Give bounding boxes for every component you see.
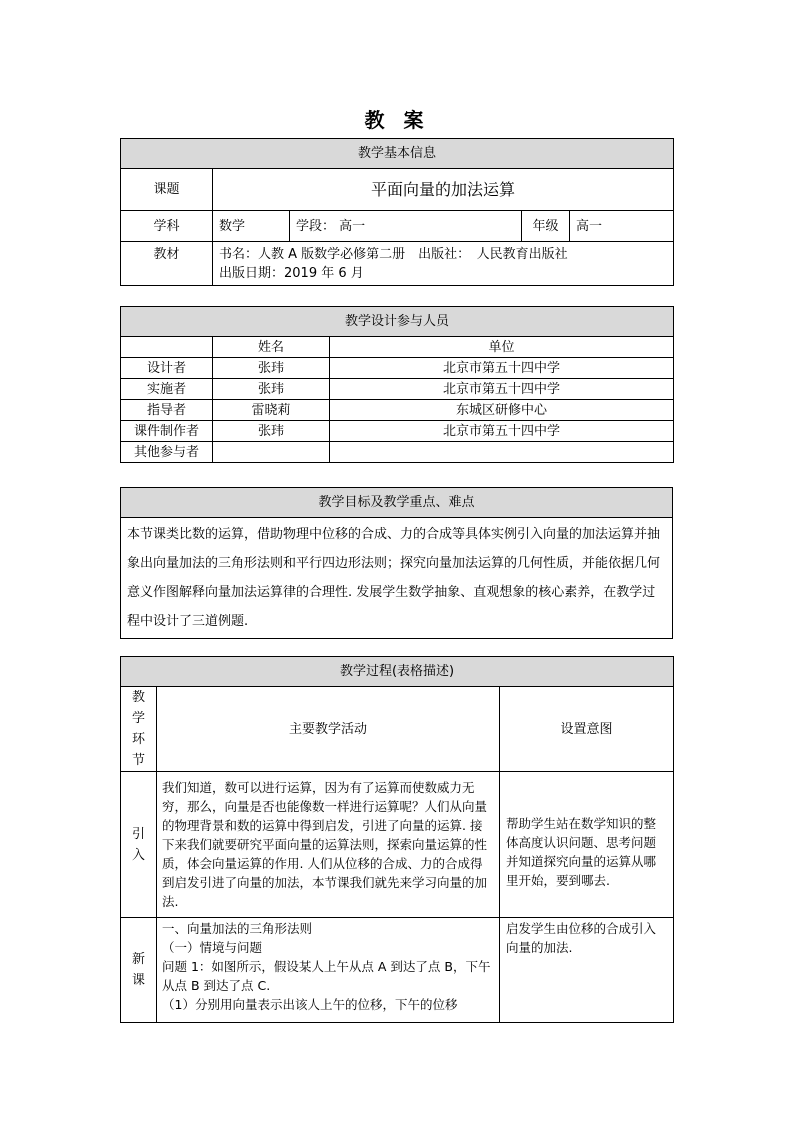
topic-label: 课题 xyxy=(121,169,213,211)
role-cell: 其他参与者 xyxy=(121,442,213,463)
unit-cell: 东城区研修中心 xyxy=(330,400,674,421)
subject-label: 学科 xyxy=(121,211,213,242)
col-stage-header: 教 学 环 节 xyxy=(121,687,157,772)
col-name-header: 姓名 xyxy=(213,337,330,358)
subject-value: 数学 xyxy=(213,211,290,242)
participants-header: 教学设计参与人员 xyxy=(121,307,674,337)
table-row xyxy=(121,918,674,1023)
stage-cell xyxy=(290,211,522,242)
new-line: 问题 1：如图所示，假设某人上午从点 A 到达了点 B，下午从点 B 到达了点 C. xyxy=(162,959,491,993)
material-value xyxy=(213,242,674,286)
role-cell: 设计者 xyxy=(121,358,213,379)
stage-value: 高一 xyxy=(339,218,366,234)
grade-value: 高一 xyxy=(570,211,674,242)
unit-cell: 北京市第五十四中学 xyxy=(330,421,674,442)
table-row xyxy=(121,421,674,442)
table-row xyxy=(121,400,674,421)
role-cell: 指导者 xyxy=(121,400,213,421)
new-stage-cell: 新 课 xyxy=(121,918,157,1023)
col-intent-header: 设置意图 xyxy=(500,687,674,772)
new-line: （1）分别用向量表示出该人上午的位移，下午的位移 xyxy=(162,997,458,1012)
name-cell xyxy=(213,442,330,463)
name-cell: 张玮 xyxy=(213,421,330,442)
stage-label: 学段： xyxy=(296,218,336,234)
intro-activity-cell: 我们知道，数可以进行运算，因为有了运算而使数威力无穷，那么，向量是否也能像数一样进行运算呢？人们从向量的物理背景和数的运算中得到启发，引进了向量的运算. 接下来我们就要研究平面向量的运算法则，探索向量运算的性质，体会向量运算的作用. 人们从位移的合成、力的合成得到启发引进了向量的加法，本节课我们就先来学习向量的加法. xyxy=(157,772,500,918)
process-table xyxy=(120,656,674,1023)
name-cell: 张玮 xyxy=(213,358,330,379)
role-cell: 实施者 xyxy=(121,379,213,400)
name-cell: 雷晓莉 xyxy=(213,400,330,421)
material-label: 教材 xyxy=(121,242,213,286)
material-line1: 书名：人教 A 版数学必修第二册 出版社： 人民教育出版社 xyxy=(219,246,568,262)
doc-title: 教 案 xyxy=(364,108,430,132)
table-row xyxy=(121,442,674,463)
new-activity-cell xyxy=(157,918,500,1023)
material-line2: 出版日期：2019 年 6 月 xyxy=(219,265,364,281)
participants-table xyxy=(120,306,674,463)
col-unit-header: 单位 xyxy=(330,337,674,358)
new-line: 一、向量加法的三角形法则 xyxy=(162,921,313,936)
col-activity-header: 主要教学活动 xyxy=(157,687,500,772)
new-intent-cell: 启发学生由位移的合成引入向量的加法. xyxy=(500,918,674,1023)
grade-label: 年级 xyxy=(522,211,570,242)
goals-table xyxy=(120,487,673,639)
basic-info-header: 教学基本信息 xyxy=(121,139,674,169)
basic-info-table xyxy=(120,138,674,286)
name-cell: 张玮 xyxy=(213,379,330,400)
table-row xyxy=(121,358,674,379)
topic-value: 平面向量的加法运算 xyxy=(213,169,674,211)
process-header: 教学过程(表格描述) xyxy=(121,657,674,687)
table-row xyxy=(121,379,674,400)
goals-header: 教学目标及教学重点、难点 xyxy=(121,488,673,518)
intro-intent-cell: 帮助学生站在数学知识的整体高度认识问题、思考问题并知道探究向量的运算从哪里开始，要到哪去. xyxy=(500,772,674,918)
intro-stage-cell: 引 入 xyxy=(121,772,157,918)
table-row xyxy=(121,772,674,918)
participants-corner xyxy=(121,337,213,358)
role-cell: 课件制作者 xyxy=(121,421,213,442)
new-line: （一）情境与问题 xyxy=(162,940,263,955)
unit-cell: 北京市第五十四中学 xyxy=(330,379,674,400)
unit-cell xyxy=(330,442,674,463)
goals-text: 本节课类比数的运算，借助物理中位移的合成、力的合成等具体实例引入向量的加法运算并抽象出向量加法的三角形法则和平行四边形法则；探究向量加法运算的几何性质，并能依据几何意义作图解释向量加法运算律的合理性. 发展学生数学抽象、直观想象的核心素养，在教学过程中设计了三道例题. xyxy=(121,518,673,639)
unit-cell: 北京市第五十四中学 xyxy=(330,358,674,379)
